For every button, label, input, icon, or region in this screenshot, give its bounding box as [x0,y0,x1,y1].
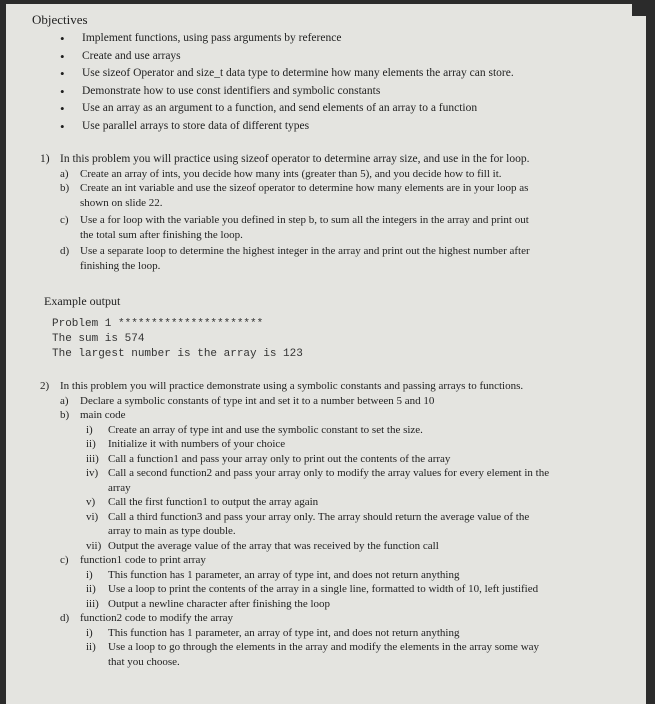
problem-2 [40,379,549,669]
substep-text: Initialize it with numbers of your choice [108,438,286,450]
substep-text: Use a loop to print the contents of the array in a single line, formatted to width of 10, left justified [108,583,539,595]
step-label: c) [60,214,69,226]
substep-text-cont: array [108,481,131,494]
step-text: Use a for loop with the variable you defined in step b, to sum all the integers in the array and print out [80,214,529,226]
problem-1-intro: In this problem you will practice using sizeof operator to determine array size, and use in the for loop. [60,153,530,165]
objectives-list [60,30,514,135]
substep-label: ii) [86,583,96,595]
substep-label: v) [86,496,96,508]
problem-2-intro: In this problem you will practice demonstrate using a symbolic constants and passing arrays to functions. [60,380,524,392]
step-text: Use a separate loop to determine the highest integer in the array and print out the highest number after [80,245,530,257]
substep-text-cont: array to main as type double. [108,525,236,537]
substep-label: i) [86,423,93,436]
problem-1-number: 1) [40,153,50,165]
example-output-code [52,317,303,362]
step-text: Create an array of ints, you decide how many ints (greater than 5), and you decide how to fill it. [80,167,502,180]
objective-item: • Create and use arrays [60,48,514,66]
substep-text: Call a function1 and pass your array only to print out the contents of the array [108,452,451,465]
substep-text: Output the average value of the array that was received by the function call [108,539,439,552]
substep-label: i) [86,568,93,581]
step-label: b) [60,182,70,194]
code-line: Problem 1 ********************** [52,318,264,330]
objective-item: • Use parallel arrays to store data of different types [60,118,514,136]
step-label: d) [60,612,70,624]
objective-item: • Use an array as an argument to a function, and send elements of an array to a function [60,100,514,118]
substep-label: ii) [86,641,96,653]
substep-text: Call a second function2 and pass your array only to modify the array values for every element in the [108,467,550,479]
step-text: Create an int variable and use the sizeof operator to determine how many elements are in your loop as [80,182,529,194]
substep-label: ii) [86,438,96,450]
substep-text: This function has 1 parameter, an array of type int, and does not return anything [108,568,460,581]
substep-label: iii) [86,597,99,610]
substep-text: Call the first function1 to output the array again [108,496,319,508]
substep-label: iv) [86,467,99,479]
step-label: c) [60,554,69,566]
step-label: a) [60,394,69,407]
step-label: d) [60,245,70,257]
objectives-title: Objectives [32,12,88,27]
problem-1 [40,152,530,273]
substep-text: Create an array of type int and use the symbolic constant to set the size. [108,423,423,436]
substep-label: vi) [86,510,99,523]
objective-item: • Use sizeof Operator and size_t data type to determine how many elements the array can store. [60,65,514,83]
step-label: b) [60,409,70,421]
substep-text: Output a newline character after finishing the loop [108,597,331,610]
page-corner [632,4,646,16]
step-text-cont: shown on slide 22. [80,196,163,209]
code-line: The sum is 574 [52,333,145,345]
substep-label: i) [86,626,93,639]
step-text: function1 code to print array [80,554,206,566]
step-text: main code [80,409,126,421]
substep-label: vii) [86,539,102,552]
substep-text: This function has 1 parameter, an array of type int, and does not return anything [108,626,460,639]
step-text-cont: finishing the loop. [80,259,161,272]
objective-item: • Implement functions, using pass arguments by reference [60,30,514,48]
document-page [6,4,646,704]
substep-label: iii) [86,452,99,465]
step-text: function2 code to modify the array [80,612,234,624]
step-label: a) [60,167,69,180]
step-text: Declare a symbolic constants of type int and set it to a number between 5 and 10 [80,394,435,407]
example-output-label: Example output [44,294,121,308]
step-text-cont: the total sum after finishing the loop. [80,228,243,241]
substep-text-cont: that you choose. [108,655,180,668]
code-line: The largest number is the array is 123 [52,348,303,360]
substep-text: Call a third function3 and pass your array only. The array should return the average value of the [108,510,530,523]
substep-text: Use a loop to go through the elements in the array and modify the elements in the array some way [108,641,540,653]
objective-item: • Demonstrate how to use const identifiers and symbolic constants [60,83,514,101]
problem-2-number: 2) [40,380,50,392]
